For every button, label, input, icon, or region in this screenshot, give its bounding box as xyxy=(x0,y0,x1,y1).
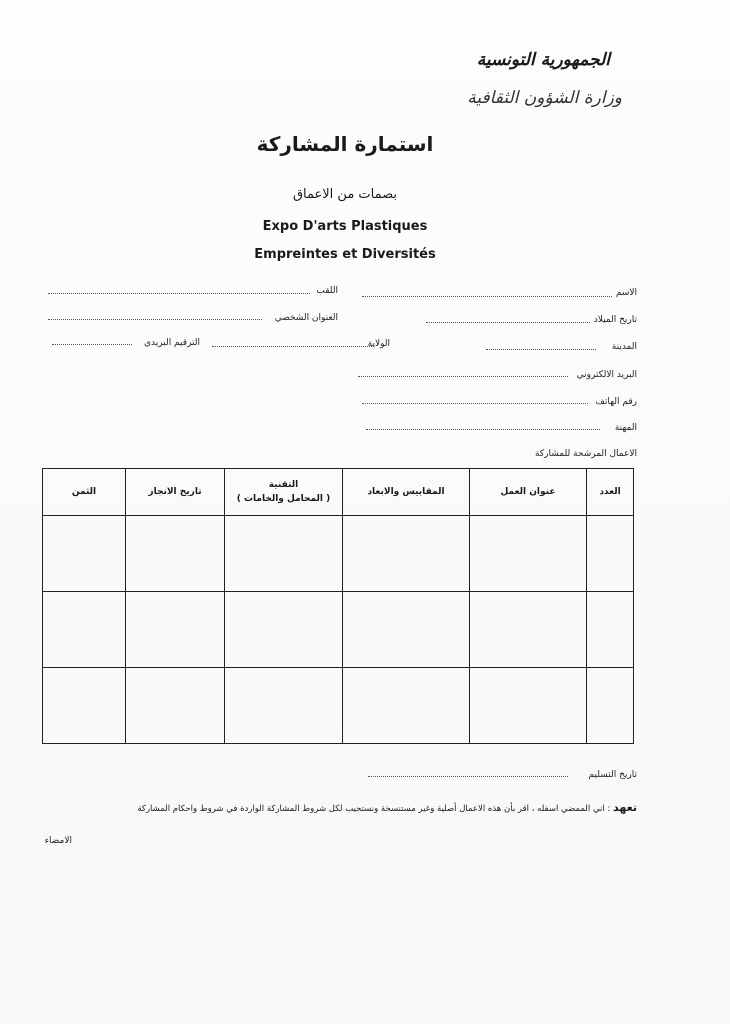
table-cell[interactable] xyxy=(587,668,634,744)
header-price: الثمن xyxy=(43,469,126,516)
header-dimensions: المقاييس والابعاد xyxy=(343,469,470,516)
table-cell[interactable] xyxy=(43,592,126,668)
header-technique xyxy=(225,469,343,516)
email-field[interactable] xyxy=(358,376,568,377)
ministry-heading: وزارة الشؤون الثقافية xyxy=(467,88,622,108)
table-cell[interactable] xyxy=(126,668,225,744)
works-table xyxy=(42,468,634,744)
pledge-text: : اني الممضي اسفله ، اقر بأن هذه الاعمال أصلية وغير مستنسخة ونستجيب لكل شروط المشاركة الواردة في شروط واحكام المشاركة xyxy=(137,804,611,814)
table-cell[interactable] xyxy=(225,516,343,592)
delivery-date-label: تاريخ التسليم xyxy=(588,770,637,780)
city-label: المدينة xyxy=(611,342,637,352)
birth-date-field[interactable] xyxy=(426,322,590,323)
address-label: العنوان الشخصي xyxy=(274,313,338,323)
pledge xyxy=(97,801,637,814)
table-cell[interactable] xyxy=(343,592,470,668)
city-field[interactable] xyxy=(486,349,596,350)
governorate-field[interactable] xyxy=(212,346,374,347)
surname-field[interactable] xyxy=(48,293,310,294)
name-field[interactable] xyxy=(362,296,612,297)
table-row xyxy=(43,668,634,744)
table-cell[interactable] xyxy=(225,592,343,668)
name-label: الاسم xyxy=(615,288,637,298)
exhibition-title-french: Expo D'arts Plastiques xyxy=(262,219,428,234)
table-row xyxy=(43,516,634,592)
table-cell[interactable] xyxy=(43,668,126,744)
table-cell[interactable] xyxy=(126,592,225,668)
delivery-date-field[interactable] xyxy=(368,776,568,777)
address-field[interactable] xyxy=(48,319,262,320)
table-header-row xyxy=(43,469,634,516)
table-cell[interactable] xyxy=(470,516,587,592)
table-cell[interactable] xyxy=(470,592,587,668)
table-cell[interactable] xyxy=(343,516,470,592)
table-row xyxy=(43,592,634,668)
pledge-word: تعهد xyxy=(613,801,637,814)
exhibition-title-arabic: بصمات من الاعماق xyxy=(292,187,398,202)
header-work-title: عنوان العمل xyxy=(470,469,587,516)
header-number: العدد xyxy=(587,469,634,516)
governorate-label: الولاية xyxy=(367,339,390,349)
republic-heading: الجمهورية التونسية xyxy=(476,50,610,70)
table-cell[interactable] xyxy=(587,516,634,592)
works-label: الاعمال المرشحة للمشاركة xyxy=(535,449,637,459)
exhibition-subtitle-french: Empreintes et Diversités xyxy=(254,247,436,262)
phone-field[interactable] xyxy=(362,403,588,404)
phone-label: رقم الهاتف xyxy=(595,397,637,407)
profession-label: المهنة xyxy=(614,423,637,433)
table-cell[interactable] xyxy=(470,668,587,744)
postal-code-label: الترقيم البريدي xyxy=(144,338,200,348)
email-label: البريد الالكتروني xyxy=(576,370,637,380)
table-cell[interactable] xyxy=(126,516,225,592)
surname-label: اللقب xyxy=(316,286,338,296)
table-cell[interactable] xyxy=(225,668,343,744)
table-cell[interactable] xyxy=(587,592,634,668)
table-cell[interactable] xyxy=(43,516,126,592)
form-title: استمارة المشاركة xyxy=(256,132,434,156)
postal-code-field[interactable] xyxy=(52,344,132,345)
header-completion-date: تاريخ الانجاز xyxy=(126,469,225,516)
table-cell[interactable] xyxy=(343,668,470,744)
header-technique-title: التقنية xyxy=(268,480,299,490)
birth-date-label: تاريخ الميلاد xyxy=(593,315,637,325)
profession-field[interactable] xyxy=(366,429,600,430)
signature-label: الامضاء xyxy=(44,836,72,846)
header-technique-sub: ( المحامل والخامات ) xyxy=(236,494,331,504)
